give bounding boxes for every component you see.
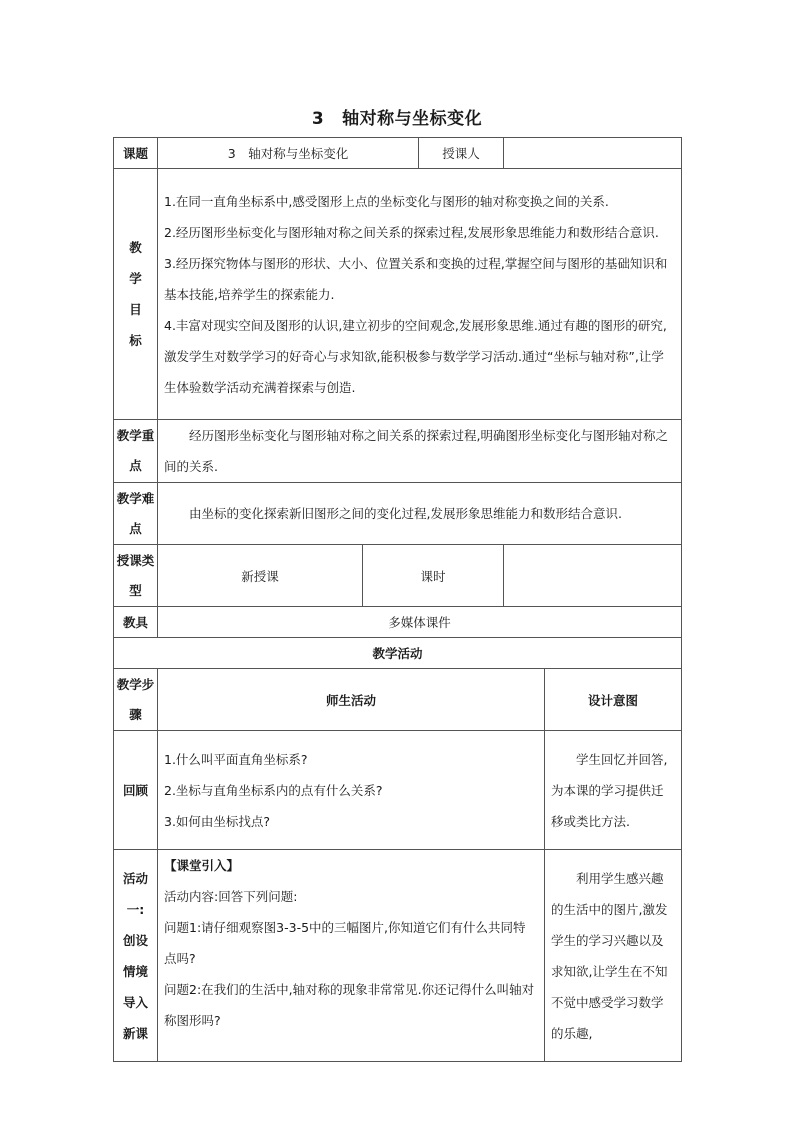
tools-label: 教具: [114, 607, 158, 638]
activity1-label-part: 情境: [122, 963, 148, 979]
hours-value: [504, 545, 682, 607]
activity1-design: [545, 850, 682, 1062]
key-points-text: 经历图形坐标变化与图形轴对称之间关系的探索过程,明确图形坐标变化与图形轴对称之间的关系.: [164, 428, 668, 474]
activity1-content: [158, 850, 545, 1062]
review-item: 3.如何由坐标找点?: [164, 813, 271, 829]
objective-item: 2.经历图形坐标变化与图形轴对称之间关系的探索过程,发展形象思维能力和数形结合意识.: [164, 224, 659, 240]
activity1-label-part: 创设: [122, 932, 148, 948]
activity1-label: [114, 850, 158, 1062]
title-text: 轴对称与坐标变化: [342, 109, 483, 129]
col-design-header: 设计意图: [545, 669, 682, 731]
key-points-content: [158, 420, 682, 483]
difficulty-text: 由坐标的变化探索新旧图形之间的变化过程,发展形象思维能力和数形结合意识.: [189, 506, 622, 521]
topic-label: 课题: [114, 138, 158, 169]
review-design: [545, 731, 682, 850]
lesson-plan-table: [113, 137, 682, 1062]
objectives-label-char: 目: [129, 302, 142, 317]
activity1-row: [114, 850, 682, 1062]
steps-label: 教学步骤: [114, 669, 158, 731]
lesson-type-value: 新授课: [158, 545, 363, 607]
objectives-label-char: 标: [129, 333, 142, 348]
difficulty-content: [158, 483, 682, 545]
review-design-text: 学生回忆并回答,为本课的学习提供迁移或类比方法.: [551, 751, 668, 829]
col-activity-header: 师生活动: [158, 669, 545, 731]
activity1-label-part: 新课: [122, 1025, 148, 1041]
key-points-row: [114, 420, 682, 483]
objective-item: 4.丰富对现实空间及图形的认识,建立初步的空间观念,发展形象思维.通过有趣的图形的研究,激发学生对数学学习的好奇心与求知欲,能积极参与数学学习活动.通过“坐标与轴对称”,让学生体验数学活动充满着探索与创造.: [164, 317, 667, 395]
activity1-label-part: 导入: [122, 994, 148, 1010]
activities-header-row: [114, 638, 682, 669]
tools-row: [114, 607, 682, 638]
activity1-label-part: 一:: [126, 901, 145, 917]
objectives-content: [158, 169, 682, 420]
activity1-label-part: 活动: [122, 870, 148, 886]
activity1-line: 问题1:请仔细观察图3-3-5中的三幅图片,你知道它们有什么共同特点吗?: [164, 920, 526, 966]
objective-item: 3.经历探究物体与图形的形状、大小、位置关系和变换的过程,掌握空间与图形的基础知识和基本技能,培养学生的探索能力.: [164, 255, 668, 302]
steps-header-row: [114, 669, 682, 731]
objectives-row: [114, 169, 682, 420]
document-title: [0, 104, 794, 129]
tools-value: 多媒体课件: [158, 607, 682, 638]
difficulty-row: [114, 483, 682, 545]
review-item: 2.坐标与直角坐标系内的点有什么关系?: [164, 782, 383, 798]
title-number: 3: [311, 109, 325, 129]
objectives-label-char: 学: [129, 271, 142, 286]
activity1-heading: 【课堂引入】: [164, 858, 240, 873]
activity1-design-text: 利用学生感兴趣的生活中的图片,激发学生的学习兴趣以及求知欲,让学生在不知不觉中感受学习数学的乐趣,: [551, 870, 668, 1041]
review-label: 回顾: [114, 731, 158, 850]
key-points-label: 教学重点: [114, 420, 158, 483]
objective-item: 1.在同一直角坐标系中,感受图形上点的坐标变化与图形的轴对称变换之间的关系.: [164, 193, 609, 209]
lesson-type-label: 授课类型: [114, 545, 158, 607]
topic-value: 3 轴对称与坐标变化: [158, 138, 419, 169]
activity1-line: 活动内容:回答下列问题:: [164, 889, 298, 904]
topic-row: [114, 138, 682, 169]
activities-header: 教学活动: [114, 638, 682, 669]
review-item: 1.什么叫平面直角坐标系?: [164, 751, 308, 767]
difficulty-label: 教学难点: [114, 483, 158, 545]
review-row: [114, 731, 682, 850]
teacher-label: 授课人: [419, 138, 504, 169]
teacher-value: [504, 138, 682, 169]
activity1-line: 问题2:在我们的生活中,轴对称的现象非常常见.你还记得什么叫轴对称图形吗?: [164, 982, 535, 1028]
hours-label: 课时: [363, 545, 504, 607]
lesson-type-row: [114, 545, 682, 607]
review-content: [158, 731, 545, 850]
objectives-label: [114, 169, 158, 420]
objectives-label-char: 教: [129, 240, 142, 255]
